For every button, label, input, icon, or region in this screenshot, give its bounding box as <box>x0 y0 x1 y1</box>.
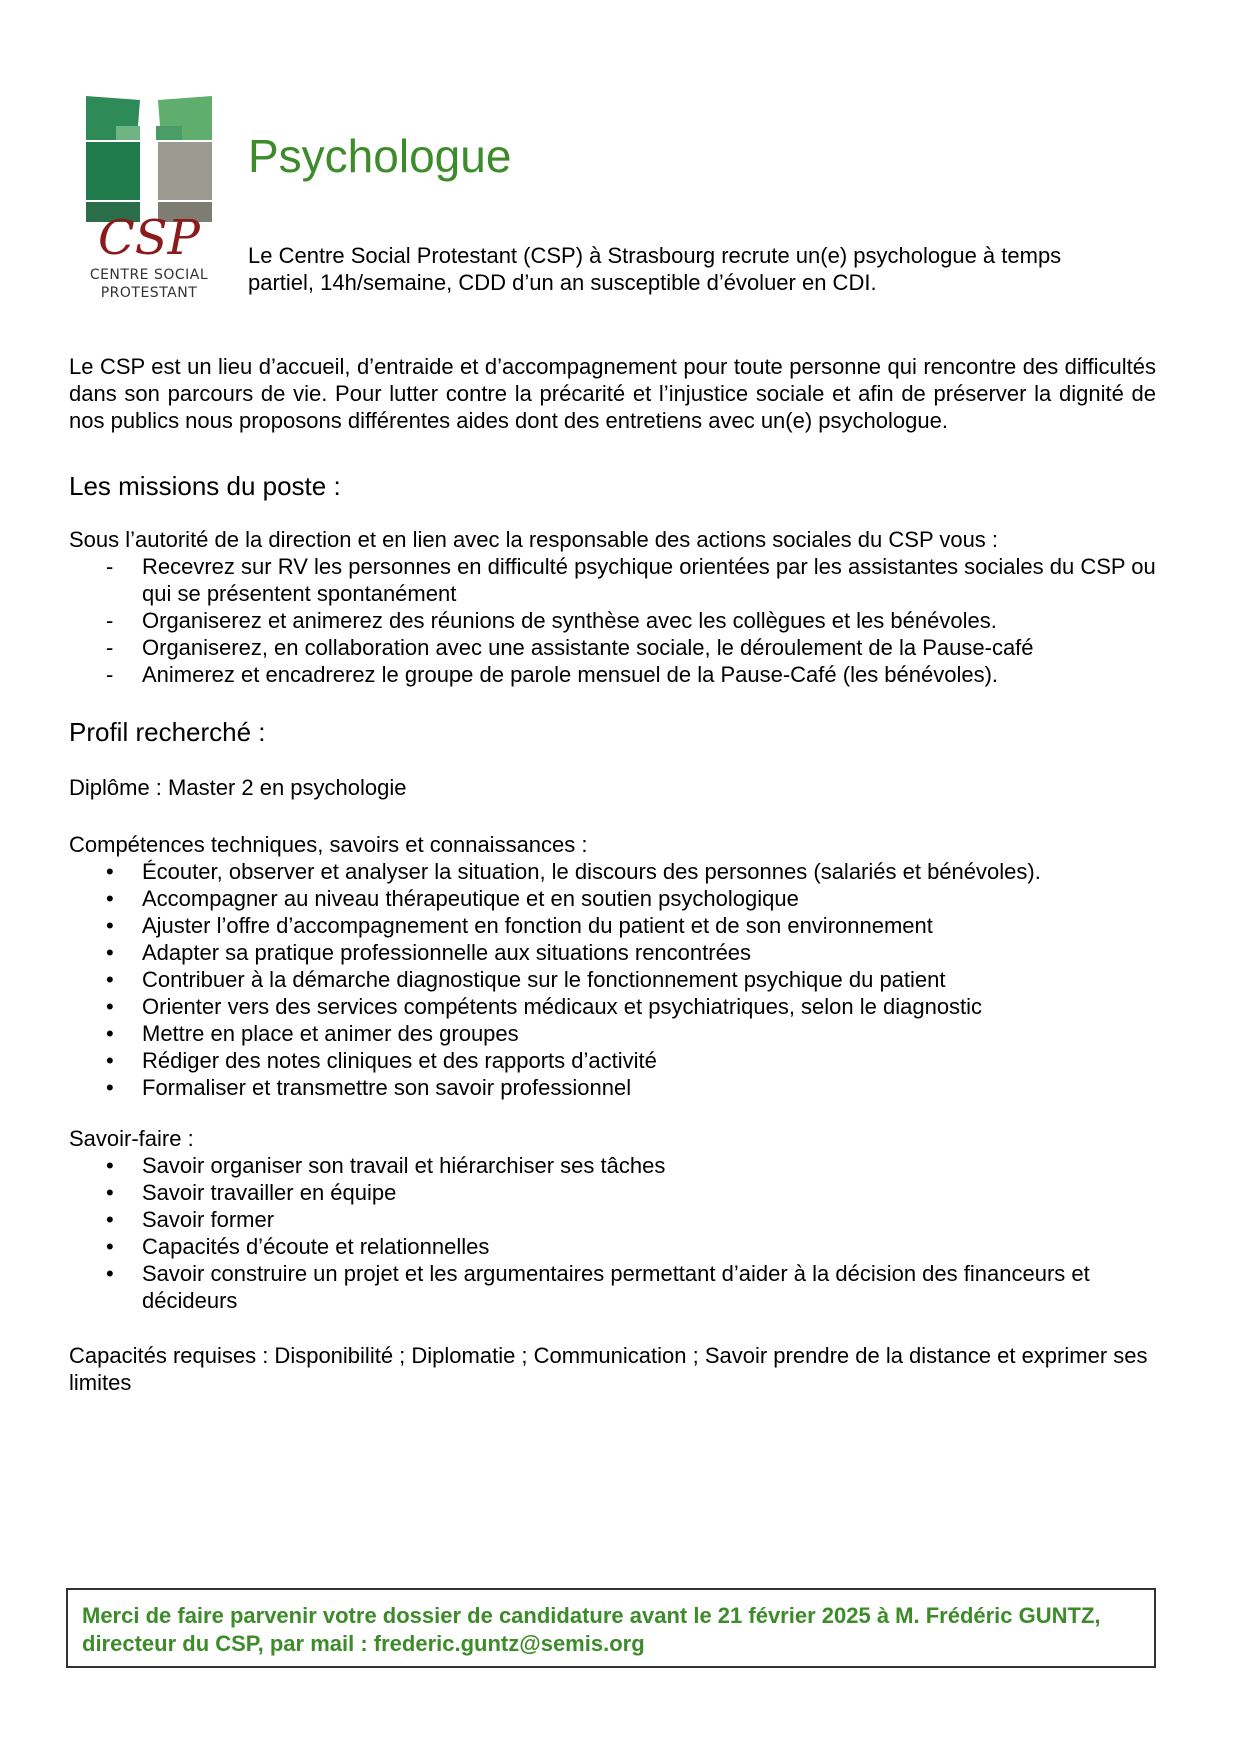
competences-list <box>69 858 1156 1101</box>
list-item: • Savoir construire un projet et les argumentaires permettant d’aider à la décision des financeurs et décideurs <box>106 1261 1090 1313</box>
csp-logo-letters: CSP <box>98 210 200 266</box>
intro-paragraph: Le Centre Social Protestant (CSP) à Strasbourg recrute un(e) psychologue à temps partiel, 14h/semaine, CDD d’un an susceptible d’évoluer en CDI. <box>248 243 1062 295</box>
logo-name-line-1: CENTRE SOCIAL <box>89 267 209 283</box>
savoir-faire-list <box>69 1152 1156 1314</box>
logo-organization-name <box>86 266 212 302</box>
list-item: • Formaliser et transmettre son savoir professionnel <box>106 1075 632 1100</box>
list-item: • Orienter vers des services compétents médicaux et psychiatriques, selon le diagnostic <box>106 994 983 1019</box>
competences-heading: Compétences techniques, savoirs et connaissances : <box>69 832 588 857</box>
list-item: • Adapter sa pratique professionnelle aux situations rencontrées <box>106 940 752 965</box>
list-item: • Rédiger des notes cliniques et des rapports d’activité <box>106 1048 657 1073</box>
profil-heading: Profil recherché : <box>69 717 266 747</box>
application-email-link[interactable]: frederic.guntz@semis.org <box>373 1631 645 1656</box>
application-box <box>66 1588 1156 1668</box>
missions-heading: Les missions du poste : <box>69 471 341 501</box>
missions-list <box>69 553 1156 688</box>
csp-logo-icon <box>86 96 212 266</box>
main-content <box>69 353 1156 1396</box>
list-item: • Contribuer à la démarche diagnostique sur le fonctionnement psychique du patient <box>106 967 946 992</box>
list-item: - Organiserez et animerez des réunions de synthèse avec les collègues et les bénévoles. <box>106 608 997 633</box>
missions-lead: Sous l’autorité de la direction et en lien avec la responsable des actions sociales du CSP vous : <box>69 527 999 552</box>
list-item: - Animerez et encadrerez le groupe de parole mensuel de la Pause-Café (les bénévoles). <box>106 662 999 687</box>
diplome-line: Diplôme : Master 2 en psychologie <box>69 775 407 800</box>
list-item: - Organiserez, en collaboration avec une assistante sociale, le déroulement de la Pause-café <box>106 635 1034 660</box>
savoir-faire-heading: Savoir-faire : <box>69 1126 194 1151</box>
list-item: • Accompagner au niveau thérapeutique et en soutien psychologique <box>106 886 799 911</box>
list-item: • Mettre en place et animer des groupes <box>106 1021 519 1046</box>
page-title: Psychologue <box>248 130 512 182</box>
logo-name-line-2: PROTESTANT <box>100 285 198 301</box>
application-text: Merci de faire parvenir votre dossier de candidature avant le 21 février 2025 à M. Frédéric GUNTZ, directeur du CSP, par mail : <box>82 1603 1101 1656</box>
list-item: • Écouter, observer et analyser la situation, le discours des personnes (salariés et bénévoles). <box>106 859 1041 884</box>
list-item: • Capacités d’écoute et relationnelles <box>106 1234 490 1259</box>
list-item: • Savoir organiser son travail et hiérarchiser ses tâches <box>106 1153 666 1178</box>
presentation-paragraph: Le CSP est un lieu d’accueil, d’entraide et d’accompagnement pour toute personne qui rencontre des difficultés dans son parcours de vie. Pour lutter contre la précarité et l’injustice sociale et afin de préserver la dignité de nos publics nous proposons différentes aides dont des entretiens avec un(e) psychologue. <box>69 354 1156 433</box>
list-item: • Ajuster l’offre d’accompagnement en fonction du patient et de son environnement <box>106 913 933 938</box>
list-item: • Savoir travailler en équipe <box>106 1180 397 1205</box>
capacites-line: Capacités requises : Disponibilité ; Diplomatie ; Communication ; Savoir prendre de la distance et exprimer ses limites <box>69 1343 1148 1395</box>
csp-logo <box>86 96 212 312</box>
list-item: - Recevrez sur RV les personnes en difficulté psychique orientées par les assistantes sociales du CSP ou qui se présentent spontanément <box>106 554 1156 606</box>
list-item: • Savoir former <box>106 1207 275 1232</box>
